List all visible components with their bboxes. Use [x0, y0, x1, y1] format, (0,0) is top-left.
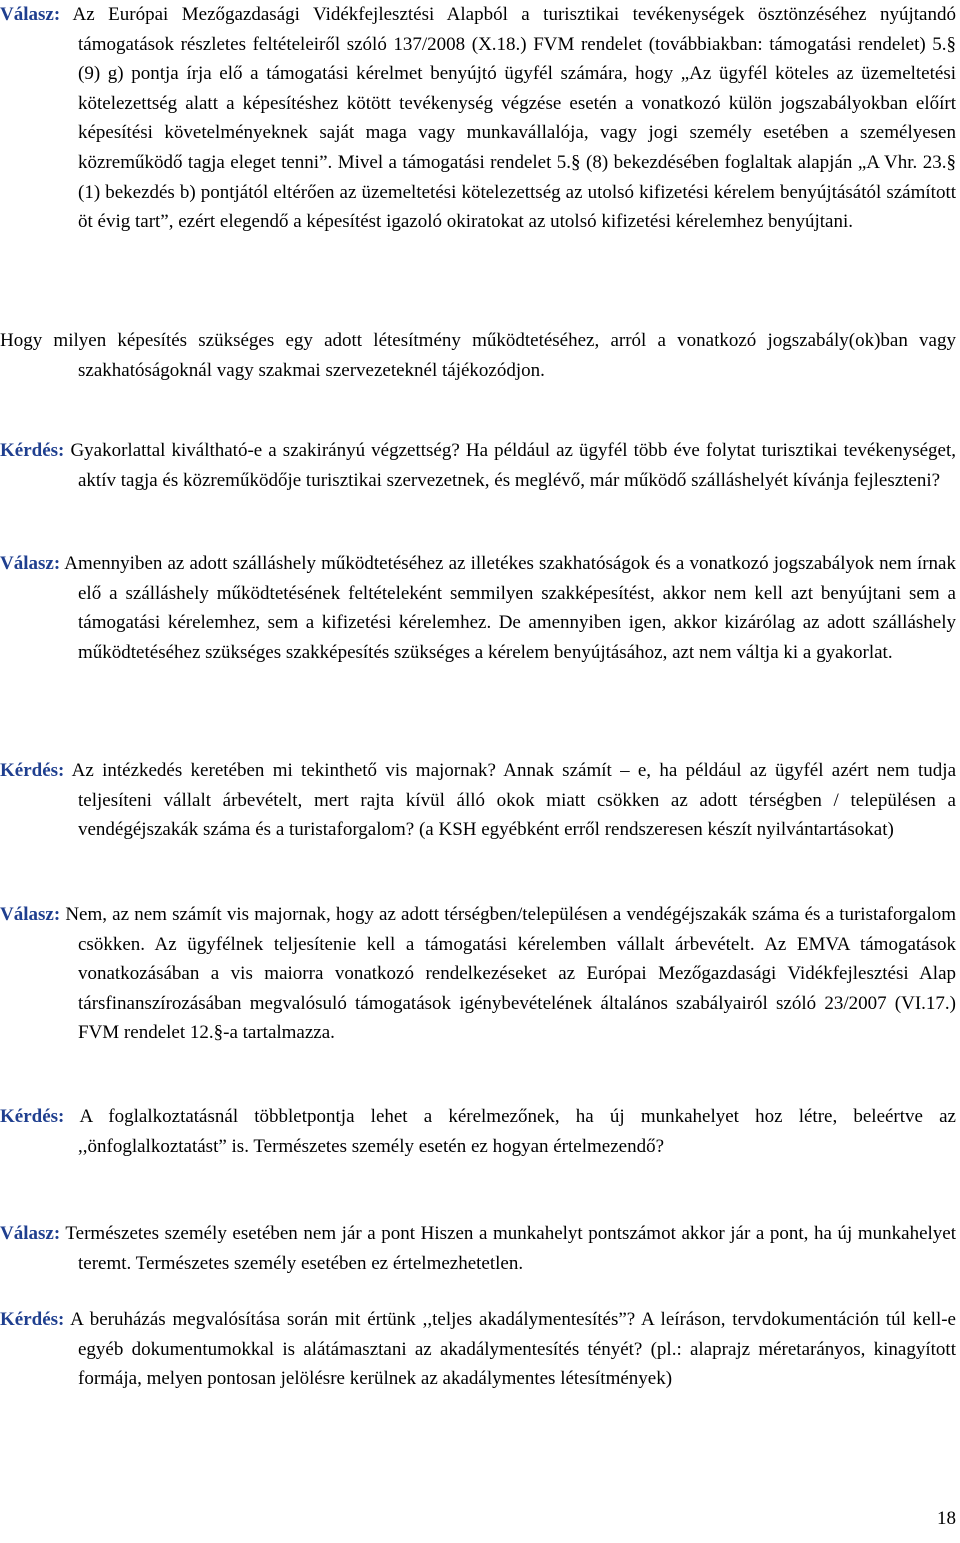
answer-text: Nem, az nem számít vis majornak, hogy az adott térségben/településen a vendégéjszakák száma és a turistaforgalom csökken. Az ügyfélnek teljesítenie kell a támogatási kérelemben vállalt árbevételt. Az EMVA támogatások vonatkozásában a vis maiorra vonatkozó rendelkezéseket az Európai Mezőgazdasági Vidékfejlesztési Alap társfinanszírozásában megvalósuló támogatások igénybevételének általános szabályairól szóló 23/2007 (VI.17.) FVM rendelet 12.§-a tartalmazza. [60, 904, 956, 1044]
answer-label: Válasz: [0, 4, 61, 25]
answer-block-3 [0, 900, 956, 1048]
question-label: Kérdés: [0, 760, 65, 781]
answer-block-1 [0, 0, 956, 237]
page-number: 18 [937, 1508, 956, 1529]
answer-block-4 [0, 1219, 956, 1278]
answer-text: Természetes személy esetében nem jár a pont Hiszen a munkahelyt pontszámot akkor jár a pont, ha új munkahelyet teremt. Természetes személy esetében ez értelmezhetetlen. [60, 1223, 956, 1274]
question-text: Gyakorlattal kiváltható-e a szakirányú végzettség? Ha például az ügyfél több éve folytat turisztikai tevékenységet, aktív tagja és közreműködője turisztikai szervezetnek, és meglévő, már működő szálláshelyét kívánja fejleszteni? [64, 440, 956, 491]
question-block-3 [0, 1102, 956, 1161]
question-label: Kérdés: [0, 1106, 65, 1127]
answer-block-2 [0, 549, 956, 667]
question-text: A beruházás megvalósítása során mit értünk ,,teljes akadálymentesítés”? A leíráson, tervdokumentáción túl kell-e egyéb dokumentumokkal is alátámasztani az akadálymentesítés tényét? (pl.: alaprajz méretarányos, kinagyított formája, melyen pontosan jelölésre kerülnek az akadálymentes létesítmények) [64, 1309, 956, 1390]
question-block-4 [0, 1305, 956, 1394]
answer-text: Amennyiben az adott szálláshely működtetéséhez az illetékes szakhatóságok és a vonatkozó jogszabályok nem írnak elő a szálláshely működtetésének feltételeként semmilyen szakképesítést, akkor nem kell azt benyújtani sem a támogatási kérelemhez, sem a kifizetési kérelemhez. De amennyiben igen, akkor kizárólag az adott szálláshely működtetéséhez szükséges szakképesítés szükséges a kérelem benyújtásához, azt nem váltja ki a gyakorlat. [60, 553, 956, 663]
question-label: Kérdés: [0, 440, 65, 461]
question-block-2 [0, 756, 956, 845]
question-text: A foglalkoztatásnál többletpontja lehet a kérelmezőnek, ha új munkahelyet hoz létre, beleértve az ,,önfoglalkoztatást” is. Természetes személy esetén ez hogyan értelmezendő? [64, 1106, 956, 1157]
answer-label: Válasz: [0, 1223, 61, 1244]
note-text: Hogy milyen képesítés szükséges egy adott létesítmény működtetéséhez, arról a vonatkozó jogszabály(ok)ban vagy szakhatóságoknál vagy szakmai szervezeteknél tájékozódjon. [0, 330, 956, 381]
question-text: Az intézkedés keretében mi tekinthető vis majornak? Annak számít – e, ha például az ügyfél azért nem tudja teljesíteni vállalt árbevételt, mert rajta kívül álló okok miatt csökken az adott térségben / településen a vendégéjszakák száma és a turistaforgalom? (a KSH egyébként erről rendszeresen készít nyilvántartásokat) [64, 760, 956, 841]
answer-label: Válasz: [0, 553, 61, 574]
question-block-1 [0, 436, 956, 495]
question-label: Kérdés: [0, 1309, 65, 1330]
answer-label: Válasz: [0, 904, 61, 925]
note-paragraph [0, 326, 956, 385]
answer-text: Az Európai Mezőgazdasági Vidékfejlesztési Alapból a turisztikai tevékenységek ösztönzéséhez nyújtandó támogatások részletes feltételeiről szóló 137/2008 (X.18.) FVM rendelet (továbbiakban: támogatási rendelet) 5.§ (9) g) pontja írja elő a támogatási kérelmet benyújtó ügyfél számára, hogy „Az ügyfél köteles az üzemeltetési kötelezettség alatt a képesítéshez kötött tevékenység végzése esetén a vonatkozó külön jogszabályokban előírt képesítési követelményeknek saját maga vagy munkavállalója, vagy jogi személy esetében a személyesen közreműködő tagja eleget tenni”. Mivel a támogatási rendelet 5.§ (8) bekezdésében foglaltak alapján „A Vhr. 23.§ (1) bekezdés b) pontjától eltérően az üzemeltetési kötelezettség az utolsó kifizetési kérelem benyújtásától számított öt évig tart”, ezért elegendő a képesítést igazoló okiratokat az utolsó kifizetési kérelemhez benyújtani. [60, 4, 956, 233]
